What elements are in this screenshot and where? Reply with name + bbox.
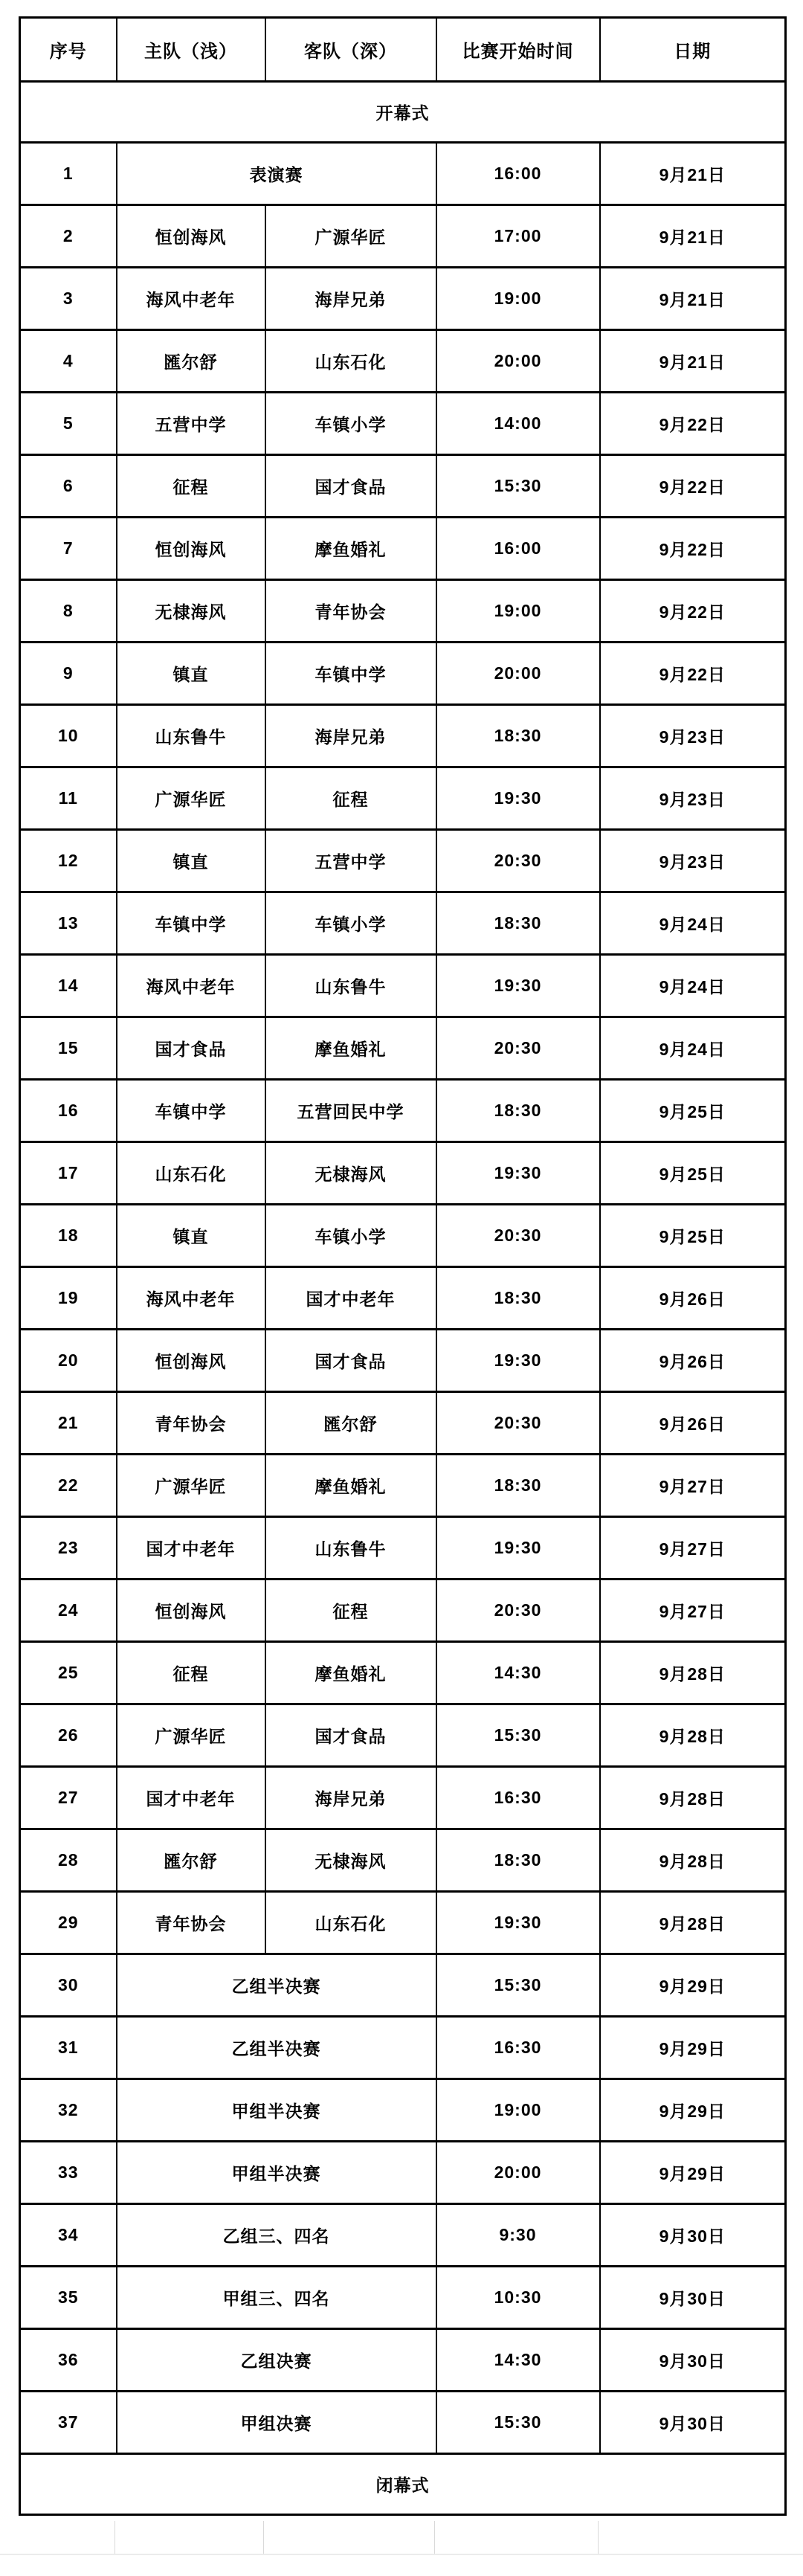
match-row [20,330,786,393]
row-number-cell: 26 [20,1704,117,1767]
date-cell: 9月24日 [600,892,786,955]
match-row [20,705,786,767]
row-number-cell: 16 [20,1080,117,1142]
start-time-cell: 20:30 [436,830,600,892]
match-row [20,455,786,518]
date-cell: 9月24日 [600,1017,786,1080]
start-time-cell: 15:30 [436,2392,600,2454]
merged-stage-cell: 甲组半决赛 [117,2079,436,2142]
header-row [20,18,786,82]
start-time-cell: 18:30 [436,1829,600,1892]
away-team-cell: 山东石化 [265,330,436,393]
away-team-cell: 车镇小学 [265,1205,436,1267]
merged-stage-cell: 甲组三、四名 [117,2267,436,2329]
row-number-cell: 29 [20,1892,117,1954]
start-time-cell: 15:30 [436,455,600,518]
away-team-cell: 摩鱼婚礼 [265,1017,436,1080]
header-cell-away-team: 客队（深） [265,18,436,82]
start-time-cell: 19:00 [436,2079,600,2142]
start-time-cell: 19:30 [436,1892,600,1954]
start-time-cell: 14:00 [436,393,600,455]
date-cell: 9月23日 [600,830,786,892]
match-row [20,205,786,268]
match-row [20,2392,786,2454]
match-row [20,2079,786,2142]
away-team-cell: 车镇中学 [265,643,436,705]
match-row [20,1080,786,1142]
date-cell: 9月30日 [600,2329,786,2392]
away-team-cell: 山东鲁牛 [265,955,436,1017]
start-time-cell: 19:00 [436,268,600,330]
start-time-cell: 20:30 [436,1205,600,1267]
away-team-cell: 五营回民中学 [265,1080,436,1142]
match-row [20,1017,786,1080]
home-team-cell: 无棣海风 [117,580,265,643]
row-number-cell: 37 [20,2392,117,2454]
row-number-cell: 13 [20,892,117,955]
date-cell: 9月28日 [600,1767,786,1829]
faint-grid-cell [264,2521,435,2554]
date-cell: 9月26日 [600,1330,786,1392]
date-cell: 9月28日 [600,1892,786,1954]
row-number-cell: 15 [20,1017,117,1080]
date-cell: 9月27日 [600,1517,786,1580]
home-team-cell: 恒创海风 [117,1330,265,1392]
away-team-cell: 征程 [265,767,436,830]
match-row [20,1267,786,1330]
row-number-cell: 9 [20,643,117,705]
match-row [20,830,786,892]
start-time-cell: 16:00 [436,518,600,580]
date-cell: 9月26日 [600,1267,786,1330]
away-team-cell: 青年协会 [265,580,436,643]
home-team-cell: 山东鲁牛 [117,705,265,767]
row-number-cell: 33 [20,2142,117,2204]
row-number-cell: 34 [20,2204,117,2267]
match-row [20,1205,786,1267]
date-cell: 9月28日 [600,1829,786,1892]
merged-stage-cell: 甲组决赛 [117,2392,436,2454]
header-cell-home-team: 主队（浅） [117,18,265,82]
match-row [20,1829,786,1892]
row-number-cell: 1 [20,143,117,205]
row-number-cell: 30 [20,1954,117,2017]
match-row [20,2204,786,2267]
start-time-cell: 20:30 [436,1580,600,1642]
match-row [20,2267,786,2329]
date-cell: 9月29日 [600,2017,786,2079]
match-row [20,2017,786,2079]
home-team-cell: 恒创海风 [117,518,265,580]
row-number-cell: 6 [20,455,117,518]
start-time-cell: 14:30 [436,2329,600,2392]
date-cell: 9月23日 [600,705,786,767]
date-cell: 9月26日 [600,1392,786,1455]
merged-stage-cell: 乙组决赛 [117,2329,436,2392]
away-team-cell: 五营中学 [265,830,436,892]
away-team-cell: 国才中老年 [265,1267,436,1330]
faint-grid-cell [115,2521,264,2554]
match-row [20,393,786,455]
date-cell: 9月28日 [600,1642,786,1704]
away-team-cell: 海岸兄弟 [265,1767,436,1829]
start-time-cell: 19:30 [436,1330,600,1392]
match-row [20,1517,786,1580]
away-team-cell: 摩鱼婚礼 [265,1642,436,1704]
start-time-cell: 10:30 [436,2267,600,2329]
home-team-cell: 国才中老年 [117,1767,265,1829]
date-cell: 9月22日 [600,580,786,643]
home-team-cell: 车镇中学 [117,1080,265,1142]
opening-ceremony-row [20,82,786,143]
date-cell: 9月29日 [600,2079,786,2142]
date-cell: 9月25日 [600,1142,786,1205]
row-number-cell: 19 [20,1267,117,1330]
date-cell: 9月27日 [600,1455,786,1517]
match-row [20,1642,786,1704]
away-team-cell: 征程 [265,1580,436,1642]
start-time-cell: 18:30 [436,1455,600,1517]
row-number-cell: 7 [20,518,117,580]
start-time-cell: 16:30 [436,2017,600,2079]
start-time-cell: 15:30 [436,1704,600,1767]
faint-grid-row [19,2521,784,2554]
date-cell: 9月22日 [600,455,786,518]
row-number-cell: 23 [20,1517,117,1580]
date-cell: 9月29日 [600,2142,786,2204]
home-team-cell: 匯尔舒 [117,1829,265,1892]
opening-ceremony-label: 开幕式 [20,82,786,143]
row-number-cell: 24 [20,1580,117,1642]
home-team-cell: 山东石化 [117,1142,265,1205]
start-time-cell: 18:30 [436,705,600,767]
start-time-cell: 20:00 [436,330,600,393]
home-team-cell: 海风中老年 [117,268,265,330]
date-cell: 9月24日 [600,955,786,1017]
home-team-cell: 征程 [117,455,265,518]
home-team-cell: 青年协会 [117,1892,265,1954]
date-cell: 9月30日 [600,2392,786,2454]
row-number-cell: 32 [20,2079,117,2142]
merged-stage-cell: 乙组三、四名 [117,2204,436,2267]
row-number-cell: 20 [20,1330,117,1392]
merged-stage-cell: 表演赛 [117,143,436,205]
row-number-cell: 35 [20,2267,117,2329]
row-number-cell: 3 [20,268,117,330]
start-time-cell: 19:30 [436,767,600,830]
faint-grid-cell [435,2521,599,2554]
faint-grid-cell [19,2521,115,2554]
date-cell: 9月21日 [600,205,786,268]
match-row [20,268,786,330]
home-team-cell: 镇直 [117,643,265,705]
match-row [20,580,786,643]
match-schedule-table [19,16,787,2516]
date-cell: 9月28日 [600,1704,786,1767]
date-cell: 9月21日 [600,268,786,330]
date-cell: 9月22日 [600,643,786,705]
away-team-cell: 海岸兄弟 [265,705,436,767]
home-team-cell: 海风中老年 [117,1267,265,1330]
start-time-cell: 20:00 [436,643,600,705]
row-number-cell: 28 [20,1829,117,1892]
date-cell: 9月21日 [600,143,786,205]
row-number-cell: 36 [20,2329,117,2392]
faint-grid-cell [599,2521,784,2554]
row-number-cell: 10 [20,705,117,767]
row-number-cell: 12 [20,830,117,892]
start-time-cell: 19:00 [436,580,600,643]
match-row [20,2329,786,2392]
away-team-cell: 摩鱼婚礼 [265,1455,436,1517]
match-row [20,2142,786,2204]
home-team-cell: 国才食品 [117,1017,265,1080]
start-time-cell: 19:30 [436,955,600,1017]
start-time-cell: 16:00 [436,143,600,205]
row-number-cell: 17 [20,1142,117,1205]
merged-stage-cell: 甲组半决赛 [117,2142,436,2204]
match-row [20,1704,786,1767]
match-row [20,1392,786,1455]
row-number-cell: 22 [20,1455,117,1517]
date-cell: 9月25日 [600,1080,786,1142]
match-row [20,643,786,705]
home-team-cell: 镇直 [117,830,265,892]
match-row [20,1954,786,2017]
start-time-cell: 18:30 [436,892,600,955]
row-number-cell: 2 [20,205,117,268]
away-team-cell: 山东鲁牛 [265,1517,436,1580]
match-row [20,1767,786,1829]
header-cell-date: 日期 [600,18,786,82]
match-row [20,767,786,830]
date-cell: 9月22日 [600,393,786,455]
date-cell: 9月30日 [600,2267,786,2329]
row-number-cell: 18 [20,1205,117,1267]
home-team-cell: 五营中学 [117,393,265,455]
start-time-cell: 19:30 [436,1517,600,1580]
away-team-cell: 车镇小学 [265,393,436,455]
match-row [20,892,786,955]
home-team-cell: 广源华匠 [117,767,265,830]
away-team-cell: 匯尔舒 [265,1392,436,1455]
date-cell: 9月21日 [600,330,786,393]
date-cell: 9月30日 [600,2204,786,2267]
start-time-cell: 17:00 [436,205,600,268]
home-team-cell: 广源华匠 [117,1455,265,1517]
row-number-cell: 11 [20,767,117,830]
match-row [20,1580,786,1642]
home-team-cell: 征程 [117,1642,265,1704]
away-team-cell: 山东石化 [265,1892,436,1954]
date-cell: 9月29日 [600,1954,786,2017]
row-number-cell: 25 [20,1642,117,1704]
start-time-cell: 20:30 [436,1392,600,1455]
match-row [20,1142,786,1205]
match-row [20,518,786,580]
header-cell-number: 序号 [20,18,117,82]
home-team-cell: 车镇中学 [117,892,265,955]
start-time-cell: 18:30 [436,1267,600,1330]
match-row [20,1330,786,1392]
bottom-gridline [0,2554,803,2555]
match-row [20,143,786,205]
home-team-cell: 广源华匠 [117,1704,265,1767]
start-time-cell: 20:00 [436,2142,600,2204]
start-time-cell: 20:30 [436,1017,600,1080]
away-team-cell: 无棣海风 [265,1142,436,1205]
start-time-cell: 9:30 [436,2204,600,2267]
away-team-cell: 广源华匠 [265,205,436,268]
date-cell: 9月27日 [600,1580,786,1642]
row-number-cell: 14 [20,955,117,1017]
home-team-cell: 海风中老年 [117,955,265,1017]
date-cell: 9月23日 [600,767,786,830]
start-time-cell: 16:30 [436,1767,600,1829]
away-team-cell: 国才食品 [265,1330,436,1392]
away-team-cell: 车镇小学 [265,892,436,955]
home-team-cell: 国才中老年 [117,1517,265,1580]
home-team-cell: 镇直 [117,1205,265,1267]
match-row [20,1455,786,1517]
home-team-cell: 青年协会 [117,1392,265,1455]
date-cell: 9月25日 [600,1205,786,1267]
away-team-cell: 摩鱼婚礼 [265,518,436,580]
header-cell-start-time: 比赛开始时间 [436,18,600,82]
home-team-cell: 恒创海风 [117,205,265,268]
row-number-cell: 4 [20,330,117,393]
row-number-cell: 5 [20,393,117,455]
merged-stage-cell: 乙组半决赛 [117,1954,436,2017]
start-time-cell: 14:30 [436,1642,600,1704]
home-team-cell: 恒创海风 [117,1580,265,1642]
start-time-cell: 18:30 [436,1080,600,1142]
row-number-cell: 8 [20,580,117,643]
home-team-cell: 匯尔舒 [117,330,265,393]
away-team-cell: 海岸兄弟 [265,268,436,330]
away-team-cell: 无棣海风 [265,1829,436,1892]
match-row [20,955,786,1017]
row-number-cell: 31 [20,2017,117,2079]
closing-ceremony-label: 闭幕式 [20,2454,786,2515]
match-row [20,1892,786,1954]
row-number-cell: 27 [20,1767,117,1829]
away-team-cell: 国才食品 [265,455,436,518]
merged-stage-cell: 乙组半决赛 [117,2017,436,2079]
start-time-cell: 15:30 [436,1954,600,2017]
date-cell: 9月22日 [600,518,786,580]
away-team-cell: 国才食品 [265,1704,436,1767]
row-number-cell: 21 [20,1392,117,1455]
start-time-cell: 19:30 [436,1142,600,1205]
closing-ceremony-row [20,2454,786,2515]
